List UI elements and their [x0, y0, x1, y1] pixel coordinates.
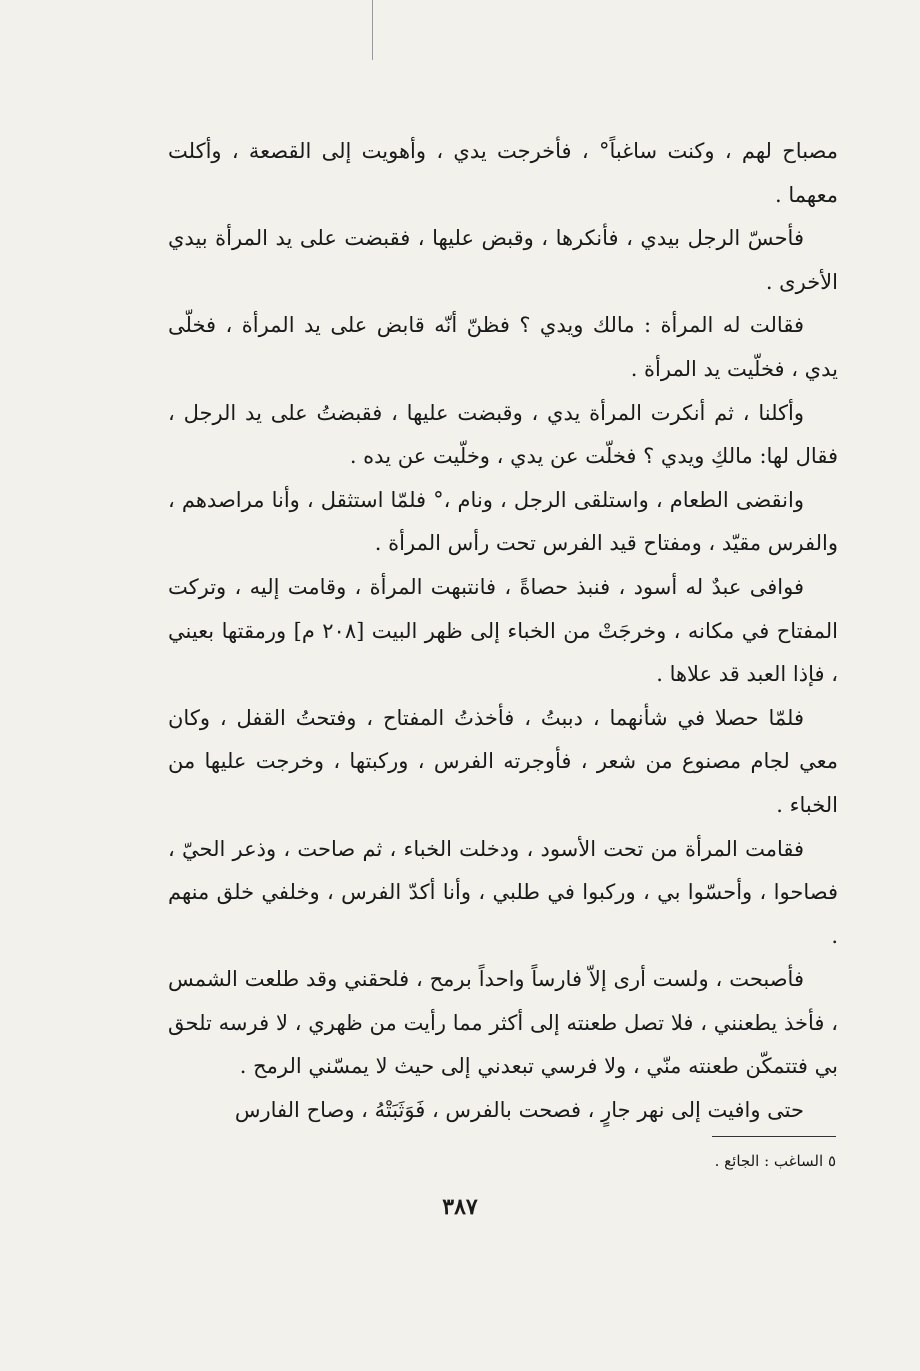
footnote-divider: [712, 1136, 836, 1137]
paragraph: مصباح لهم ، وكنت ساغباً° ، فأخرجت يدي ، وأهويت إلى القصعة ، وأكلت معهما .: [168, 139, 838, 207]
paragraph: فلمّا حصلا في شأنهما ، دببتُ ، فأخذتُ المفتاح ، وفتحتُ القفل ، وكان معي لجام مصنوع من شعر ، فأوجرته الفرس ، وركبتها ، وخرجت عليها من الخباء .: [168, 705, 838, 817]
paragraph: وانقضى الطعام ، واستلقى الرجل ، ونام ،° فلمّا استثقل ، وأنا مراصدهم ، والفرس مقيّد ، ومفتاح قيد الفرس تحت رأس المرأة .: [168, 487, 838, 556]
footnote: ٥ الساغب : الجائع .: [714, 1152, 836, 1170]
scan-artifact-line: [372, 0, 373, 60]
paragraph: حتى وافيت إلى نهر جارٍ ، فصحت بالفرس ، فَوَثَبَتْهُ ، وصاح الفارس: [234, 1098, 804, 1123]
paragraph: فوافى عبدٌ له أسود ، فنبذ حصاةً ، فانتبهت المرأة ، وقامت إليه ، وتركت المفتاح في مكانه ، وخرجَتْ من الخباء إلى ظهر البيت [٢٠٨ م] ورمقتها بعيني ، فإذا العبد قد علاها .: [168, 574, 838, 687]
page-number: ٣٨٧: [442, 1194, 478, 1220]
paragraph: فقامت المرأة من تحت الأسود ، ودخلت الخباء ، ثم صاحت ، وذعر الحيّ ، فصاحوا ، وأحسّوا بي ، وركبوا في طلبي ، وأنا أكدّ الفرس ، وخلفي خلق منهم .: [168, 836, 838, 948]
paragraph: فقالت له المرأة : مالك ويدي ؟ فظنّ أنّه قابض على يد المرأة ، فخلّى يدي ، فخلّيت يد المرأة .: [168, 313, 838, 381]
body-text: [168, 130, 838, 1133]
paragraph: فأحسّ الرجل بيدي ، فأنكرها ، وقبض عليها ، فقبضت على يد المرأة بيدي الأخرى .: [168, 226, 838, 294]
paragraph: وأكلنا ، ثم أنكرت المرأة يدي ، وقبضت عليها ، فقبضتُ على يد الرجل ، فقال لها: مالكِ ويدي ؟ فخلّت عن يدي ، وخلّيت عن يده .: [168, 400, 838, 469]
paragraph: فأصبحت ، ولست أرى إلاّ فارساً واحداً برمح ، فلحقني وقد طلعت الشمس ، فأخذ يطعنني ، فلا تصل طعنته إلى أكثر مما رأيت من ظهري ، لا فرسه تلحق بي فتتمكّن طعنته منّي ، ولا فرسي تبعدني إلى حيث لا يمسّني الرمح .: [168, 967, 838, 1079]
